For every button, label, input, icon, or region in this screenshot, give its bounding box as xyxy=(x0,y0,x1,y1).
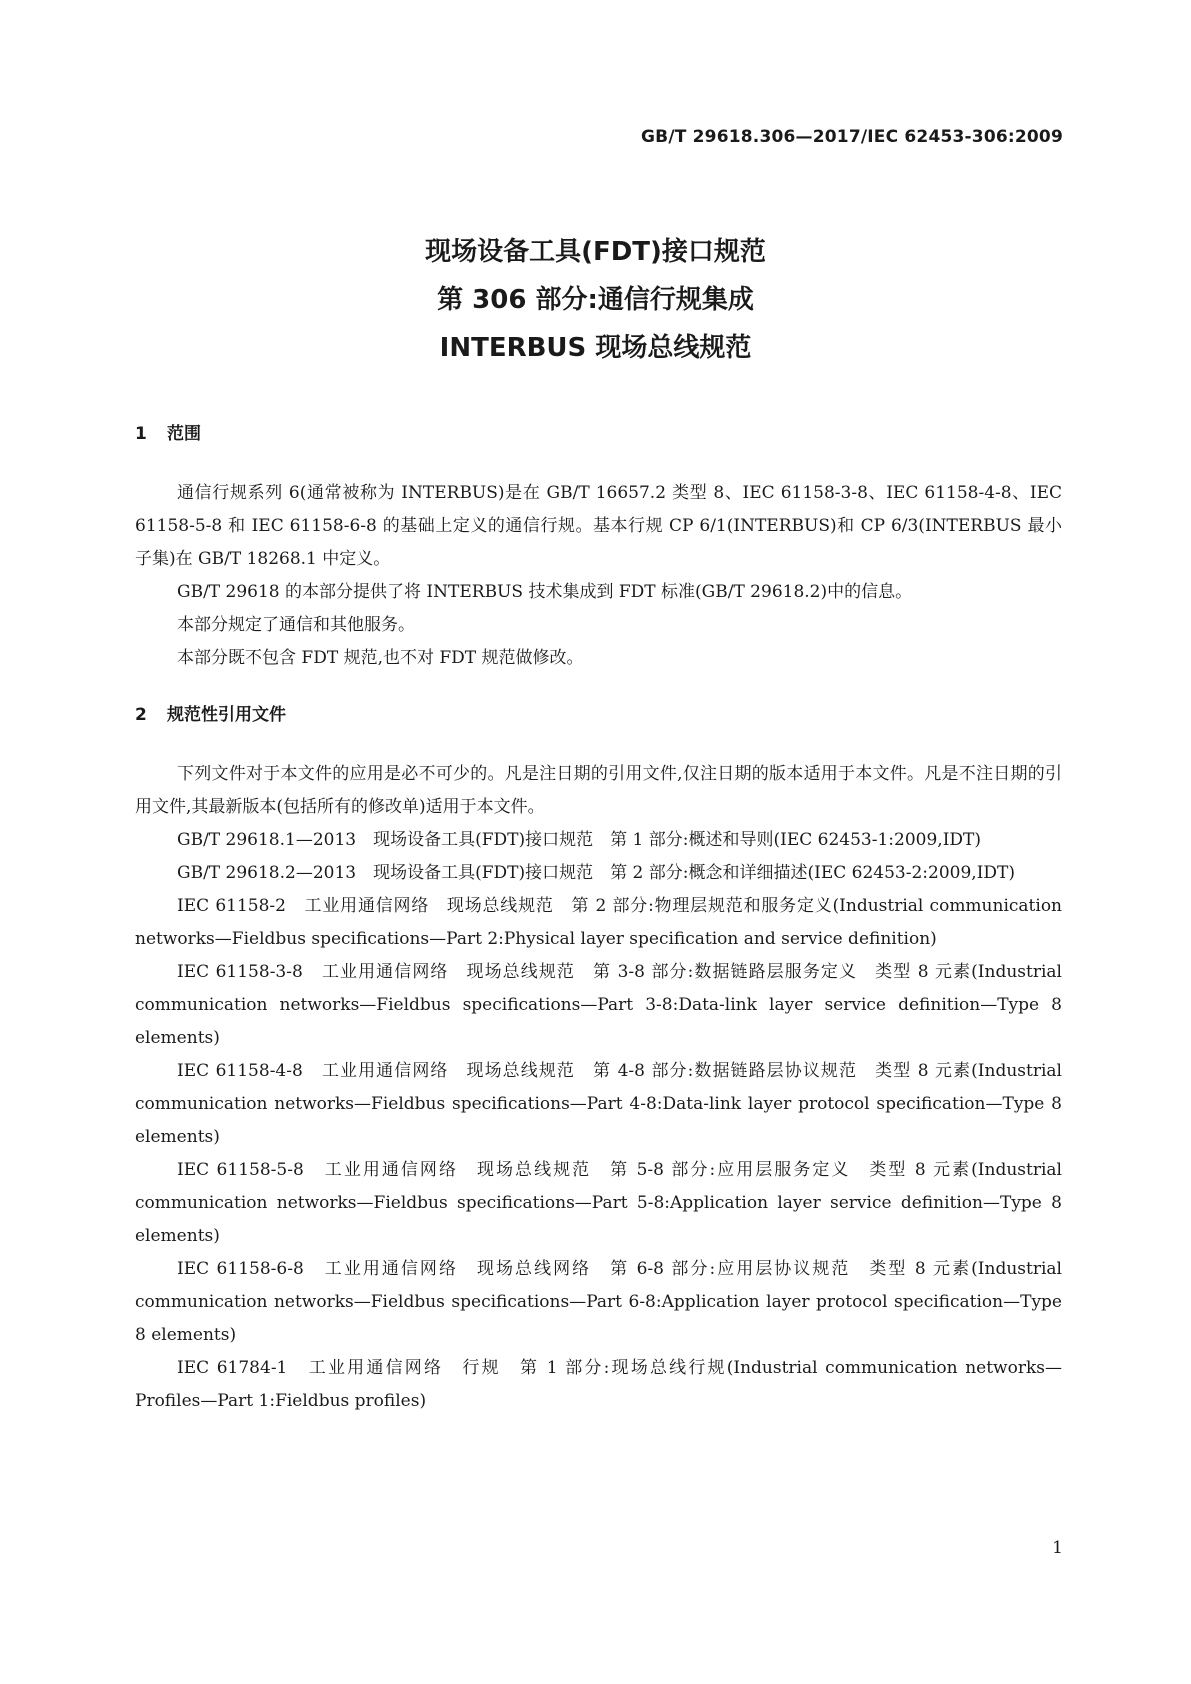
section-title: 范围 xyxy=(167,424,201,444)
paragraph: 下列文件对于本文件的应用是必不可少的。凡是注日期的引用文件,仅注日期的版本适用于本文件。凡是不注日期的引用文件,其最新版本(包括所有的修改单)适用于本文件。 xyxy=(135,764,1062,817)
section-heading-normative-references xyxy=(135,699,1062,732)
reference-item: GB/T 29618.1—2013 现场设备工具(FDT)接口规范 第 1 部分:概述和导则(IEC 62453-1:2009,IDT) xyxy=(177,830,982,850)
paragraph: 通信行规系列 6(通常被称为 INTERBUS)是在 GB/T 16657.2 类型 8、IEC 61158-3-8、IEC 61158-4-8、IEC 61158-5-8 和 IEC 61158-6-8 的基础上定义的通信行规。基本行规 CP 6/1(INTERBUS)和 CP 6/3(INTERBUS 最小子集)在 GB/T 18268.1 中定义。 xyxy=(135,483,1062,569)
reference-item: GB/T 29618.2—2013 现场设备工具(FDT)接口规范 第 2 部分:概念和详细描述(IEC 62453-2:2009,IDT) xyxy=(177,863,1016,883)
section-number: 2 xyxy=(135,705,147,725)
title-line-3: INTERBUS 现场总线规范 xyxy=(439,333,752,363)
section-heading-scope xyxy=(135,418,1062,451)
standard-code: GB/T 29618.306—2017/IEC 62453-306:2009 xyxy=(641,127,1063,147)
page-number: 1 xyxy=(1052,1538,1063,1558)
document-title xyxy=(0,228,1191,372)
title-line-1: 现场设备工具(FDT)接口规范 xyxy=(425,237,766,267)
paragraph: 本部分规定了通信和其他服务。 xyxy=(177,615,415,635)
reference-item: IEC 61158-3-8 工业用通信网络 现场总线规范 第 3-8 部分:数据链路层服务定义 类型 8 元素(Industrial communication networks—Fieldbus specifications—Part 3-8:Data-link layer service definition—Type 8 elements) xyxy=(135,962,1062,1048)
reference-item: IEC 61158-5-8 工业用通信网络 现场总线规范 第 5-8 部分:应用层服务定义 类型 8 元素(Industrial communication networks—Fieldbus specifications—Part 5-8:Application layer service definition—Type 8 elements) xyxy=(135,1160,1062,1246)
title-line-2: 第 306 部分:通信行规集成 xyxy=(437,285,754,315)
reference-item: IEC 61158-2 工业用通信网络 现场总线规范 第 2 部分:物理层规范和服务定义(Industrial communication networks—Fieldbus specifications—Part 2:Physical layer specification and service definition) xyxy=(135,896,1062,949)
paragraph: 本部分既不包含 FDT 规范,也不对 FDT 规范做修改。 xyxy=(177,648,584,668)
reference-item: IEC 61784-1 工业用通信网络 行规 第 1 部分:现场总线行规(Industrial communication networks—Profiles—Part 1:Fieldbus profiles) xyxy=(135,1358,1062,1411)
section-number: 1 xyxy=(135,424,147,444)
document-body xyxy=(135,418,1062,1418)
paragraph: GB/T 29618 的本部分提供了将 INTERBUS 技术集成到 FDT 标准(GB/T 29618.2)中的信息。 xyxy=(177,582,913,602)
section-title: 规范性引用文件 xyxy=(167,705,286,725)
reference-item: IEC 61158-6-8 工业用通信网络 现场总线网络 第 6-8 部分:应用层协议规范 类型 8 元素(Industrial communication networks—Fieldbus specifications—Part 6-8:Application layer protocol specification—Type 8 elements) xyxy=(135,1259,1062,1345)
reference-item: IEC 61158-4-8 工业用通信网络 现场总线规范 第 4-8 部分:数据链路层协议规范 类型 8 元素(Industrial communication networks—Fieldbus specifications—Part 4-8:Data-link layer protocol specification—Type 8 elements) xyxy=(135,1061,1062,1147)
